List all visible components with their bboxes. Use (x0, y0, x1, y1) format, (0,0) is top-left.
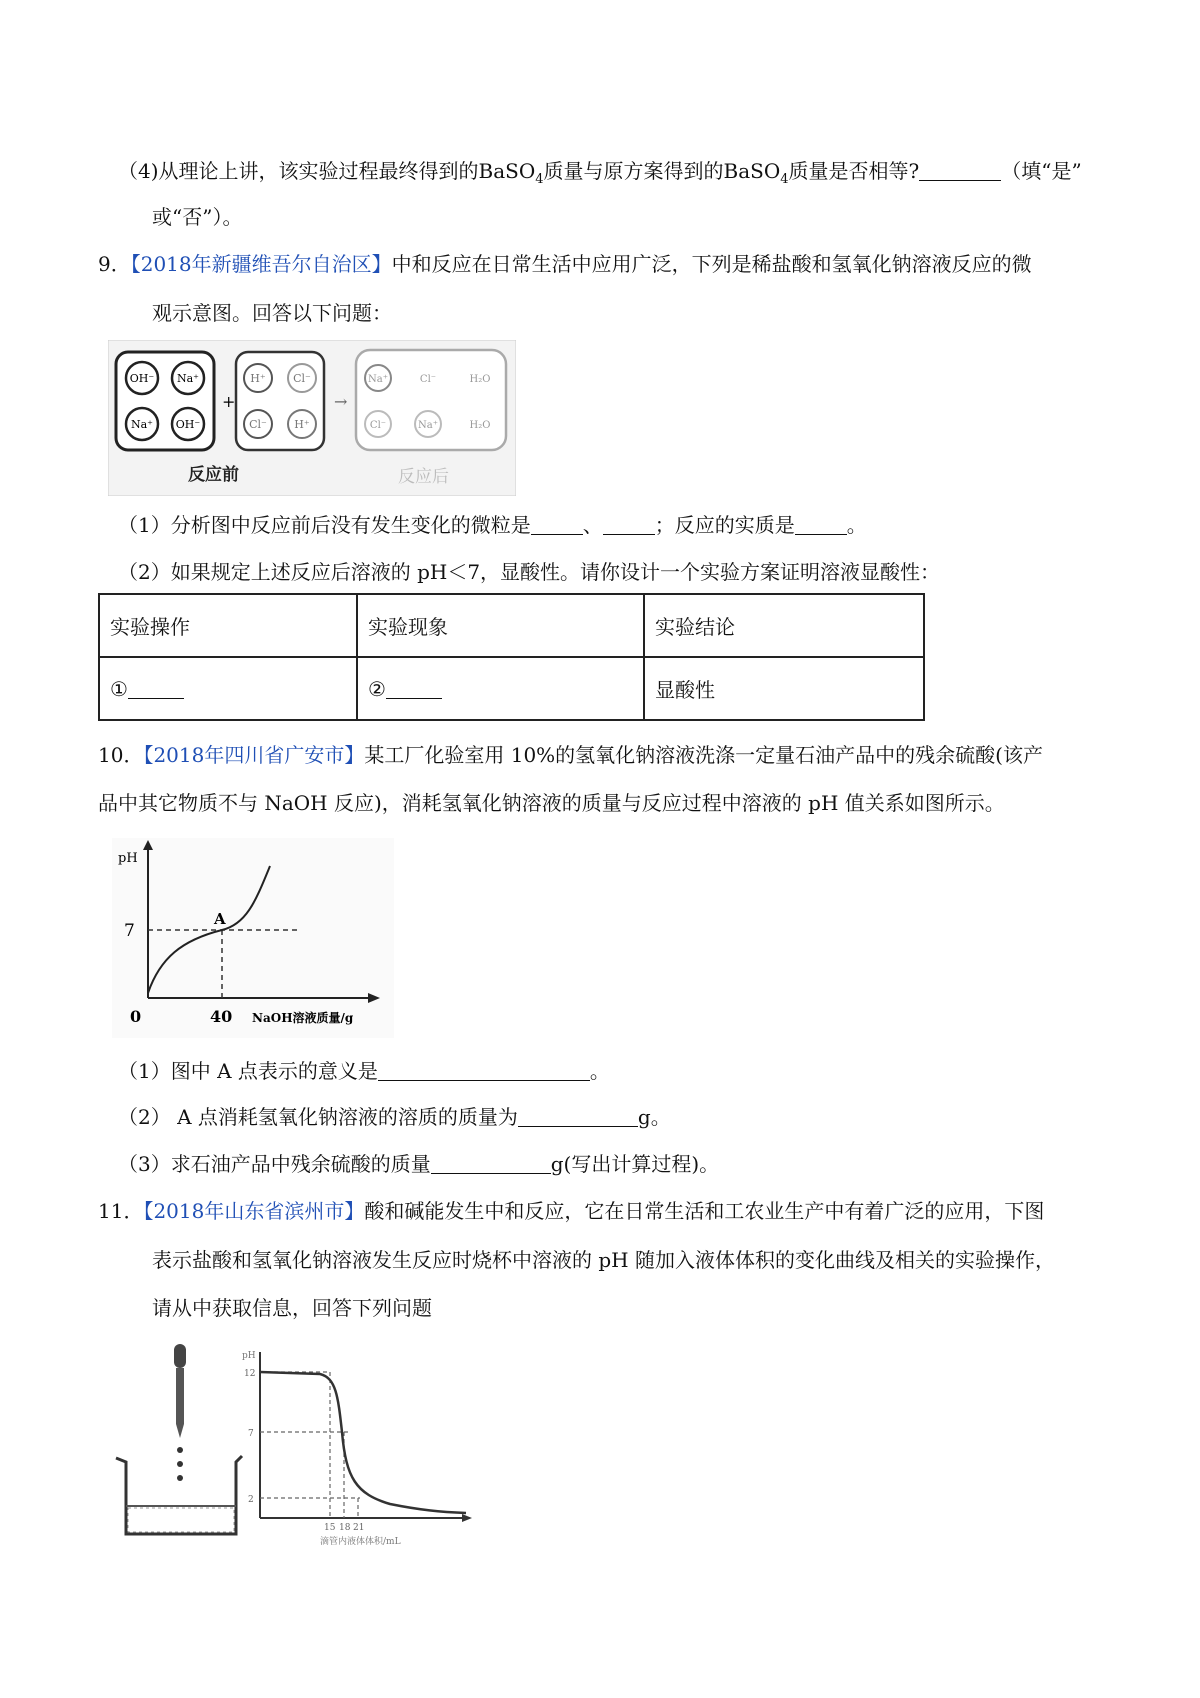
ion-label: Cl⁻ (293, 372, 311, 385)
ion-label: Cl⁻ (369, 420, 387, 431)
ion-label: Na⁺ (131, 418, 153, 431)
q10-ph-graph (112, 838, 394, 1038)
dropper-tip (176, 1424, 184, 1438)
table-cell: 显酸性 (644, 657, 924, 720)
dropper-bulb (174, 1344, 186, 1368)
x-axis-arrow (462, 1514, 472, 1522)
y-axis-label: pH (242, 1351, 256, 1361)
q9-part2: （2）如果规定上述反应后溶液的 pH＜7，显酸性。请你设计一个实验方案证明溶液显酸性： (118, 560, 941, 584)
ion-label: Na⁺ (368, 374, 388, 385)
q8-part4-line1: （4)从理论上讲，该实验过程最终得到的BaSO$_4$质量与原方案得到的BaSO$_4$质量是否相等? （填“是” (118, 159, 1082, 187)
ion-label: Na⁺ (418, 420, 438, 431)
x-tick-label: 40 (210, 1007, 233, 1026)
answer-blank[interactable] (603, 516, 655, 535)
table-cell[interactable]: ② (357, 657, 644, 720)
ion-label: H₂O (469, 420, 491, 431)
ion-label: Cl⁻ (249, 418, 267, 431)
answer-blank[interactable] (531, 516, 583, 535)
ion-label: H⁺ (250, 372, 266, 385)
table-header: 实验结论 (644, 594, 924, 657)
q9-microscopic-diagram (108, 340, 516, 496)
dropper-tube (176, 1368, 184, 1424)
q11-stem-line2: 表示盐酸和氢氧化钠溶液发生反应时烧杯中溶液的 pH 随加入液体体积的变化曲线及相关的实验操作， (152, 1248, 1055, 1272)
y-tick-label: 7 (248, 1429, 254, 1439)
q10-part2: （2） A 点消耗氢氧化钠溶液的溶质的质量为 g。 (118, 1105, 671, 1129)
ion-label: Na⁺ (177, 372, 199, 385)
ph-curve (260, 1372, 466, 1513)
y-axis-label: pH (118, 851, 138, 866)
beaker-outline (116, 1456, 242, 1534)
table-header: 实验操作 (99, 594, 357, 657)
x-tick-label: 15 (324, 1523, 336, 1533)
x-tick-label: 21 (353, 1523, 365, 1533)
drop (177, 1475, 183, 1481)
plus-sign: + (222, 392, 236, 411)
drop (177, 1447, 183, 1453)
q9-stem-line1: 9．【2018年新疆维吾尔自治区】中和反应在日常生活中应用广泛，下列是稀盐酸和氢氧化钠溶液反应的微 (98, 252, 1032, 276)
answer-blank[interactable] (919, 162, 1001, 181)
ion-label: H₂O (469, 374, 491, 385)
answer-blank[interactable] (128, 680, 184, 699)
q10-part1: （1）图中 A 点表示的意义是 。 (118, 1059, 610, 1083)
answer-blank[interactable] (386, 680, 442, 699)
table-row (99, 594, 924, 657)
origin-label: 0 (130, 1007, 142, 1026)
experiment-table (98, 593, 925, 721)
table-header: 实验现象 (357, 594, 644, 657)
answer-blank[interactable] (795, 516, 847, 535)
drop (177, 1461, 183, 1467)
q8-part4-line2: 或“否”）。 (152, 205, 243, 229)
table-cell[interactable]: ① (99, 657, 357, 720)
y-tick-label: 7 (124, 921, 135, 941)
ion-label: OH⁻ (175, 418, 201, 431)
q10-stem-line2: 品中其它物质不与 NaOH 反应)，消耗氢氧化钠溶液的质量与反应过程中溶液的 pH 值关系如图所示。 (98, 791, 1005, 815)
x-axis-label: 滴管内液体体积/mL (320, 1537, 401, 1547)
baso4-formula-2: BaSO$_4$ (723, 159, 789, 187)
q9-stem-line2: 观示意图。回答以下问题： (152, 301, 392, 325)
q9-source-link[interactable]: 【2018年新疆维吾尔自治区】 (130, 252, 392, 276)
label-before-reaction: 反应前 (188, 465, 239, 485)
y-tick-label: 2 (248, 1495, 254, 1505)
table-row (99, 657, 924, 720)
q11-beaker-illustration (112, 1340, 252, 1540)
q10-source-link[interactable]: 【2018年四川省广安市】 (143, 743, 365, 767)
point-label: A (214, 910, 226, 928)
ion-label: OH⁻ (129, 372, 155, 385)
q9-part1: （1）分析图中反应前后没有发生变化的微粒是 、 ；反应的实质是 。 (118, 513, 867, 537)
q11-stem-line3: 请从中获取信息，回答下列问题 (152, 1296, 432, 1320)
liquid (128, 1508, 234, 1532)
q11-stem-line1: 11．【2018年山东省滨州市】酸和碱能发生中和反应，它在日常生活和工农业生产中有着广泛的应用，下图 (98, 1199, 1045, 1223)
x-tick-label: 18 (339, 1523, 351, 1533)
q11-source-link[interactable]: 【2018年山东省滨州市】 (143, 1199, 365, 1223)
answer-blank[interactable] (431, 1155, 551, 1174)
q10-part3: （3）求石油产品中残余硫酸的质量 g(写出计算过程)。 (118, 1152, 720, 1176)
ion-label: Cl⁻ (419, 374, 437, 385)
baso4-formula-1: BaSO$_4$ (478, 159, 544, 187)
y-tick-label: 12 (244, 1369, 256, 1379)
q11-ph-graph (240, 1348, 480, 1548)
answer-blank[interactable] (378, 1062, 590, 1081)
q10-stem-line1: 10．【2018年四川省广安市】某工厂化验室用 10%的氢氧化钠溶液洗涤一定量石油产品中的残余硫酸(该产 (98, 743, 1043, 767)
reaction-arrow: → (334, 392, 348, 411)
x-axis-label: NaOH溶液质量/g (252, 1011, 354, 1025)
answer-blank[interactable] (518, 1108, 638, 1127)
ion-label: H⁺ (294, 418, 310, 431)
label-after-reaction: 反应后 (398, 467, 449, 487)
